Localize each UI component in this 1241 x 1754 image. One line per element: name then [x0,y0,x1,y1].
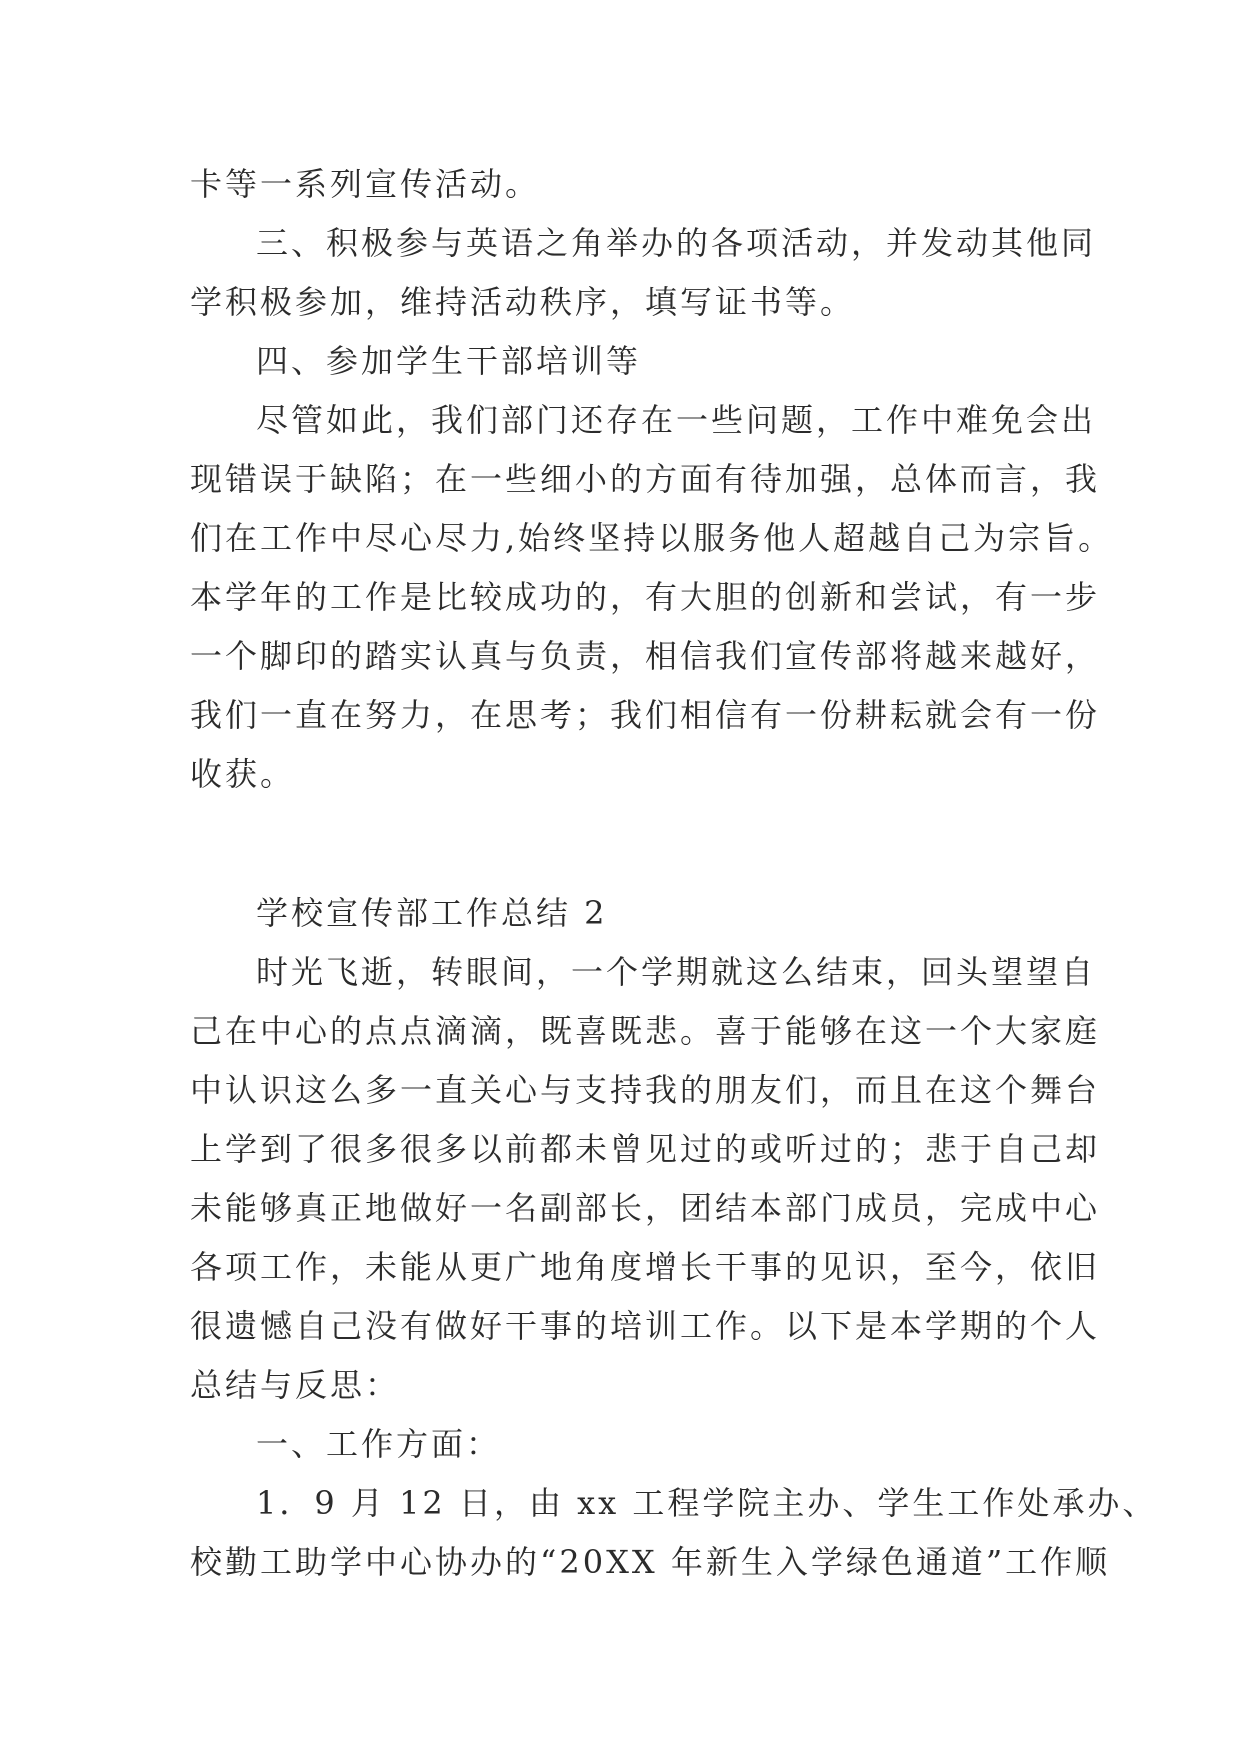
text-line: 四、参加学生干部培训等 [256,342,642,380]
text-line: 三、积极参与英语之角举办的各项活动，并发动其他同 [256,224,1097,262]
section-gap [190,804,1060,884]
text-line: 上学到了很多很多以前都未曾见过的或听过的；悲于自己却 [190,1130,1101,1168]
text-line: 很遗憾自己没有做好干事的培训工作。以下是本学期的个人 [190,1307,1101,1345]
text-line: 卡等一系列宣传活动。 [190,165,541,203]
text-line: 校勤工助学中心协办的“20XX 年新生入学绿色通道”工作顺 [190,1543,1111,1581]
text-line: 收获。 [190,755,296,793]
text-line: 一、工作方面： [256,1425,502,1463]
text-line: 各项工作，未能从更广地角度增长干事的见识，至今，依旧 [190,1248,1101,1286]
text-line: 总结与反思： [190,1366,401,1404]
section-part1 [190,155,1114,804]
text-line: 现错误于缺陷；在一些细小的方面有待加强，总体而言，我 [190,460,1101,498]
text-line: 们在工作中尽心尽力,始终坚持以服务他人超越自己为宗旨。 [190,519,1114,557]
document-body [190,155,1158,1592]
text-line: 时光飞逝，转眼间，一个学期就这么结束，回头望望自 [256,953,1097,991]
section-heading: 学校宣传部工作总结 2 [256,894,608,932]
text-line: 未能够真正地做好一名副部长，团结本部门成员，完成中心 [190,1189,1101,1227]
text-line: 中认识这么多一直关心与支持我的朋友们，而且在这个舞台 [190,1071,1101,1109]
text-line: 尽管如此，我们部门还存在一些问题，工作中难免会出 [256,401,1097,439]
section-part2 [190,884,1158,1592]
text-line: 我们一直在努力，在思考；我们相信有一份耕耘就会有一份 [190,696,1101,734]
text-line: 本学年的工作是比较成功的，有大胆的创新和尝试，有一步 [190,578,1101,616]
text-line: 一个脚印的踏实认真与负责，相信我们宣传部将越来越好， [190,637,1101,675]
text-line: 1．9 月 12 日，由 xx 工程学院主办、学生工作处承办、 [256,1484,1158,1522]
text-line: 己在中心的点点滴滴，既喜既悲。喜于能够在这一个大家庭 [190,1012,1101,1050]
text-line: 学积极参加，维持活动秩序，填写证书等。 [190,283,856,321]
